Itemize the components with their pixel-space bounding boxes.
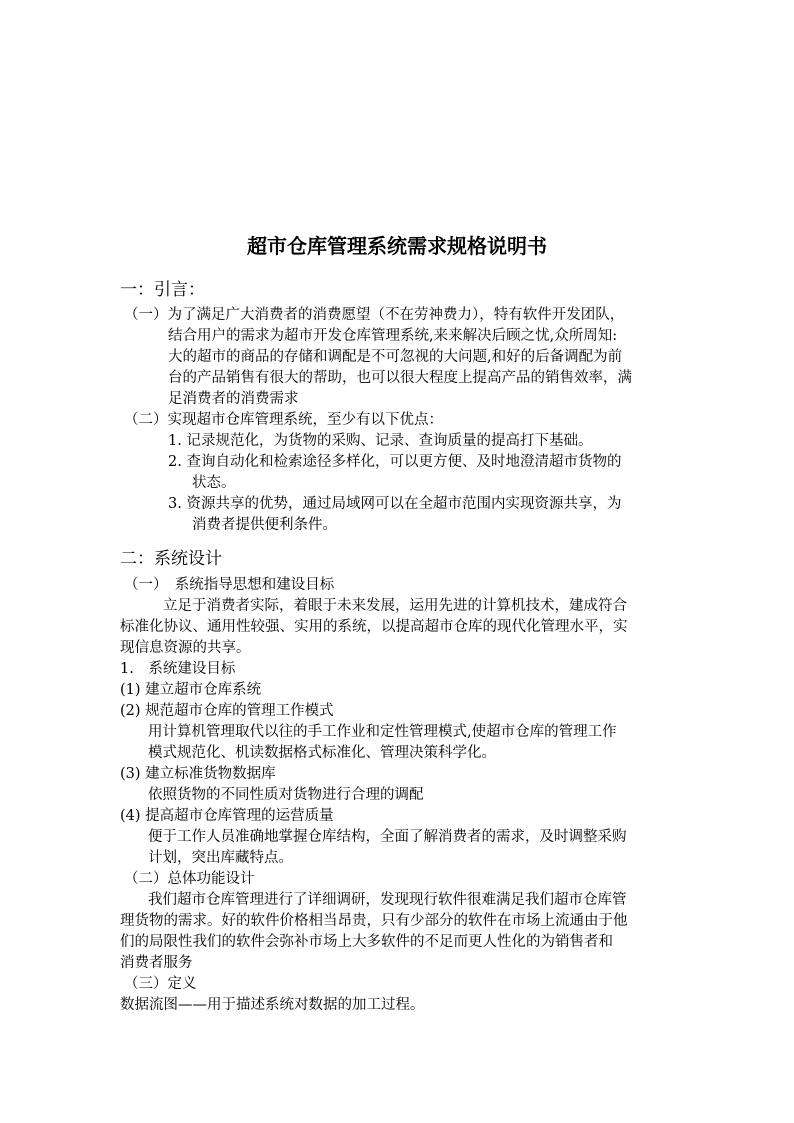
design-para1-line3: 现信息资源的共享。: [120, 640, 251, 656]
section-heading-intro: 一：引言：: [120, 280, 205, 300]
list-item-2: 2. 查询自动化和检索途径多样化，可以更方便、及时地澄清超市货物的: [168, 454, 622, 470]
list-item-1: 1. 记录规范化，为货物的采购、记录、查询质量的提高打下基础。: [168, 433, 593, 449]
goal-3: (3) 建立标准货物数据库: [120, 766, 276, 782]
definition-line: 数据流图——用于描述系统对数据的加工过程。: [120, 997, 425, 1013]
intro-para1-line2: 结合用户的需求为超市开发仓库管理系统,来来解决后顾之忧,众所周知:: [168, 328, 618, 344]
goal-3-desc: 依照货物的不同性质对货物进行合理的调配: [148, 787, 424, 803]
subsection-2-heading: （二）总体功能设计: [124, 871, 255, 887]
design-para1-line1: 立足于消费者实际，着眼于未来发展，运用先进的计算机技术，建成符合: [163, 598, 627, 614]
design-para2-line4: 消费者服务: [120, 955, 193, 971]
list-item-3-cont: 消费者提供便利条件。: [192, 517, 337, 533]
subsection-1-heading: （一） 系统指导思想和建设目标: [124, 577, 335, 593]
list-item-2-cont: 状态。: [192, 475, 236, 491]
intro-para1-line1: （一）为了满足广大消费者的消费愿望（不在劳神费力），特有软件开发团队，: [124, 307, 625, 323]
design-para2-line2: 理货物的需求。好的软件价格相当昂贵，只有少部分的软件在市场上流通由于他: [120, 913, 628, 929]
goal-1: (1) 建立超市仓库系统: [120, 682, 262, 698]
goals-heading: 1. 系统建设目标: [120, 661, 236, 677]
design-para2-line3: 们的局限性我们的软件会弥补市场上大多软件的不足而更人性化的为销售者和: [120, 934, 613, 950]
design-para1-line2: 标准化协议、通用性较强、实用的系统，以提高超市仓库的现代化管理水平，实: [120, 619, 628, 635]
goal-2-desc-line2: 模式规范化、机读数据格式标准化、管理决策科学化。: [148, 745, 496, 761]
intro-para1-line5: 足消费者的消费需求: [168, 391, 299, 407]
goal-4: (4) 提高超市仓库管理的运营质量: [120, 808, 334, 824]
document-title: 超市仓库管理系统需求规格说明书: [247, 234, 547, 258]
goal-4-desc-line2: 计划，突出库藏特点。: [148, 850, 293, 866]
goal-2: (2) 规范超市仓库的管理工作模式: [120, 703, 334, 719]
goal-2-desc-line1: 用计算机管理取代以往的手工作业和定性管理模式,使超市仓库的管理工作: [148, 724, 617, 740]
subsection-3-heading: （三）定义: [124, 976, 197, 992]
design-para2-line1: 我们超市仓库管理进行了详细调研，发现现行软件很难满足我们超市仓库管: [148, 892, 627, 908]
intro-para2-line: （二）实现超市仓库管理系统，至少有以下优点：: [124, 412, 443, 428]
goal-4-desc-line1: 便于工作人员准确地掌握仓库结构，全面了解消费者的需求，及时调整采购: [148, 829, 627, 845]
intro-para1-line3: 大的超市的商品的存储和调配是不可忽视的大问题,和好的后备调配为前: [168, 349, 623, 365]
intro-para1-line4: 台的产品销售有很大的帮助，也可以很大程度上提高产品的销售效率，满: [168, 370, 632, 386]
section-heading-design: 二：系统设计: [120, 549, 222, 569]
list-item-3: 3. 资源共享的优势，通过局域网可以在全超市范围内实现资源共享，为: [168, 496, 622, 512]
